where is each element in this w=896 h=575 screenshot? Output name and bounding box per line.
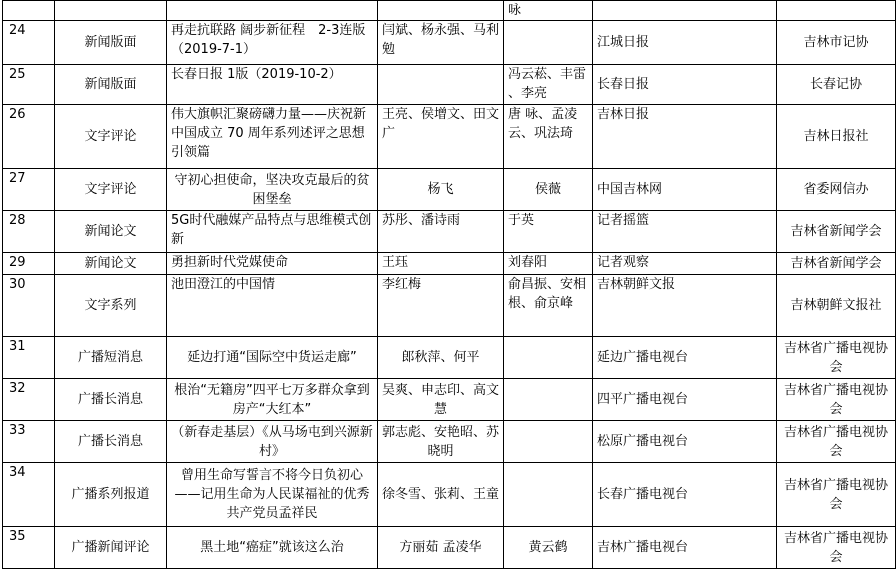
- title-cell: 池田澄江的中国情: [167, 275, 378, 337]
- title-cell: 守初心担使命，坚决攻克最后的贫困堡垒: [167, 169, 378, 211]
- category-cell: 文字系列: [55, 275, 167, 337]
- category-cell: 新闻论文: [55, 211, 167, 253]
- editors-cell: [504, 463, 593, 527]
- category-cell: 新闻版面: [55, 21, 167, 65]
- authors-cell: 杨飞: [378, 169, 504, 211]
- publisher-cell: 记者观察: [593, 253, 777, 275]
- num-cell: 33: [3, 421, 55, 463]
- recommender-cell: 吉林市记协: [777, 21, 896, 65]
- authors-cell: 苏彤、潘诗雨: [378, 211, 504, 253]
- publisher-cell: 中国吉林网: [593, 169, 777, 211]
- editors-cell: [504, 421, 593, 463]
- category-cell: 文字评论: [55, 105, 167, 169]
- authors-cell: 方丽茹 孟凌华: [378, 527, 504, 569]
- num-cell: 31: [3, 337, 55, 379]
- category-cell: 广播长消息: [55, 379, 167, 421]
- category-cell: 新闻论文: [55, 253, 167, 275]
- recommender-cell: 吉林朝鲜文报社: [777, 275, 896, 337]
- table-row: [3, 21, 896, 65]
- num-cell: 30: [3, 275, 55, 337]
- editors-cell: 俞昌振、安相根、俞京峰: [504, 275, 593, 337]
- publisher-cell: 吉林朝鲜文报: [593, 275, 777, 337]
- authors-cell: 王珏: [378, 253, 504, 275]
- title-cell: 再走抗联路 阔步新征程 2-3连版（2019-7-1）: [167, 21, 378, 65]
- table-row: [3, 169, 896, 211]
- title-cell: 根治“无籍房”四平七万多群众拿到房产“大红本”: [167, 379, 378, 421]
- awards-table: [2, 0, 896, 569]
- category-cell: [55, 1, 167, 21]
- recommender-cell: 省委网信办: [777, 169, 896, 211]
- num-cell: 26: [3, 105, 55, 169]
- table-row: [3, 421, 896, 463]
- recommender-cell: 吉林日报社: [777, 105, 896, 169]
- recommender-cell: 吉林省新闻学会: [777, 253, 896, 275]
- editors-cell: 冯云菘、丰雷 、李亮: [504, 65, 593, 105]
- category-cell: 广播系列报道: [55, 463, 167, 527]
- title-cell: 勇担新时代党媒使命: [167, 253, 378, 275]
- editors-cell: 唐 咏、孟凌云、巩法琦: [504, 105, 593, 169]
- editors-cell: 刘春阳: [504, 253, 593, 275]
- num-cell: 25: [3, 65, 55, 105]
- recommender-cell: 长春记协: [777, 65, 896, 105]
- title-cell: （新春走基层）《从马场屯到兴源新村》: [167, 421, 378, 463]
- recommender-cell: 吉林省广播电视协会: [777, 421, 896, 463]
- num-cell: 34: [3, 463, 55, 527]
- recommender-cell: 吉林省广播电视协会: [777, 527, 896, 569]
- table-row: [3, 1, 896, 21]
- authors-cell: 王亮、侯增文、田文广: [378, 105, 504, 169]
- editors-cell: 黄云鹤: [504, 527, 593, 569]
- editors-cell: 咏: [504, 1, 593, 21]
- recommender-cell: [777, 1, 896, 21]
- table-row: [3, 275, 896, 337]
- authors-cell: 郭志彪、安艳昭、苏晓明: [378, 421, 504, 463]
- table-row: [3, 379, 896, 421]
- publisher-cell: 江城日报: [593, 21, 777, 65]
- authors-cell: [378, 1, 504, 21]
- authors-cell: 闫斌、杨永强、马利勉: [378, 21, 504, 65]
- table-row: [3, 527, 896, 569]
- publisher-cell: 长春广播电视台: [593, 463, 777, 527]
- authors-cell: 徐冬雪、张莉、王童: [378, 463, 504, 527]
- table-row: [3, 253, 896, 275]
- table-row: [3, 211, 896, 253]
- editors-cell: [504, 21, 593, 65]
- table-row: [3, 105, 896, 169]
- title-cell: 长春日报 1版（2019-10-2）: [167, 65, 378, 105]
- title-cell: 黑土地“癌症”就该这么治: [167, 527, 378, 569]
- category-cell: 新闻版面: [55, 65, 167, 105]
- title-cell: 曾用生命写誓言不将今日负初心——记用生命为人民谋福祉的优秀共产党员孟祥民: [167, 463, 378, 527]
- table-row: [3, 337, 896, 379]
- num-cell: 32: [3, 379, 55, 421]
- table-row: [3, 65, 896, 105]
- authors-cell: 郎秋萍、何平: [378, 337, 504, 379]
- authors-cell: 李红梅: [378, 275, 504, 337]
- category-cell: 广播新闻评论: [55, 527, 167, 569]
- authors-cell: 吴爽、申志印、高文慧: [378, 379, 504, 421]
- editors-cell: 于英: [504, 211, 593, 253]
- category-cell: 广播短消息: [55, 337, 167, 379]
- num-cell: 35: [3, 527, 55, 569]
- editors-cell: 侯薇: [504, 169, 593, 211]
- recommender-cell: 吉林省广播电视协会: [777, 379, 896, 421]
- editors-cell: [504, 379, 593, 421]
- num-cell: 28: [3, 211, 55, 253]
- num-cell: 27: [3, 169, 55, 211]
- editors-cell: [504, 337, 593, 379]
- publisher-cell: 松原广播电视台: [593, 421, 777, 463]
- publisher-cell: 记者摇篮: [593, 211, 777, 253]
- title-cell: 5G时代融媒产品特点与思维模式创新: [167, 211, 378, 253]
- num-cell: [3, 1, 55, 21]
- category-cell: 文字评论: [55, 169, 167, 211]
- title-cell: 延边打通“国际空中货运走廊”: [167, 337, 378, 379]
- publisher-cell: [593, 1, 777, 21]
- publisher-cell: 吉林广播电视台: [593, 527, 777, 569]
- authors-cell: [378, 65, 504, 105]
- publisher-cell: 延边广播电视台: [593, 337, 777, 379]
- num-cell: 24: [3, 21, 55, 65]
- table-row: [3, 463, 896, 527]
- category-cell: 广播长消息: [55, 421, 167, 463]
- publisher-cell: 吉林日报: [593, 105, 777, 169]
- publisher-cell: 四平广播电视台: [593, 379, 777, 421]
- num-cell: 29: [3, 253, 55, 275]
- recommender-cell: 吉林省广播电视协会: [777, 463, 896, 527]
- title-cell: [167, 1, 378, 21]
- recommender-cell: 吉林省广播电视协会: [777, 337, 896, 379]
- recommender-cell: 吉林省新闻学会: [777, 211, 896, 253]
- title-cell: 伟大旗帜汇聚磅礴力量——庆祝新中国成立 70 周年系列述评之思想引领篇: [167, 105, 378, 169]
- publisher-cell: 长春日报: [593, 65, 777, 105]
